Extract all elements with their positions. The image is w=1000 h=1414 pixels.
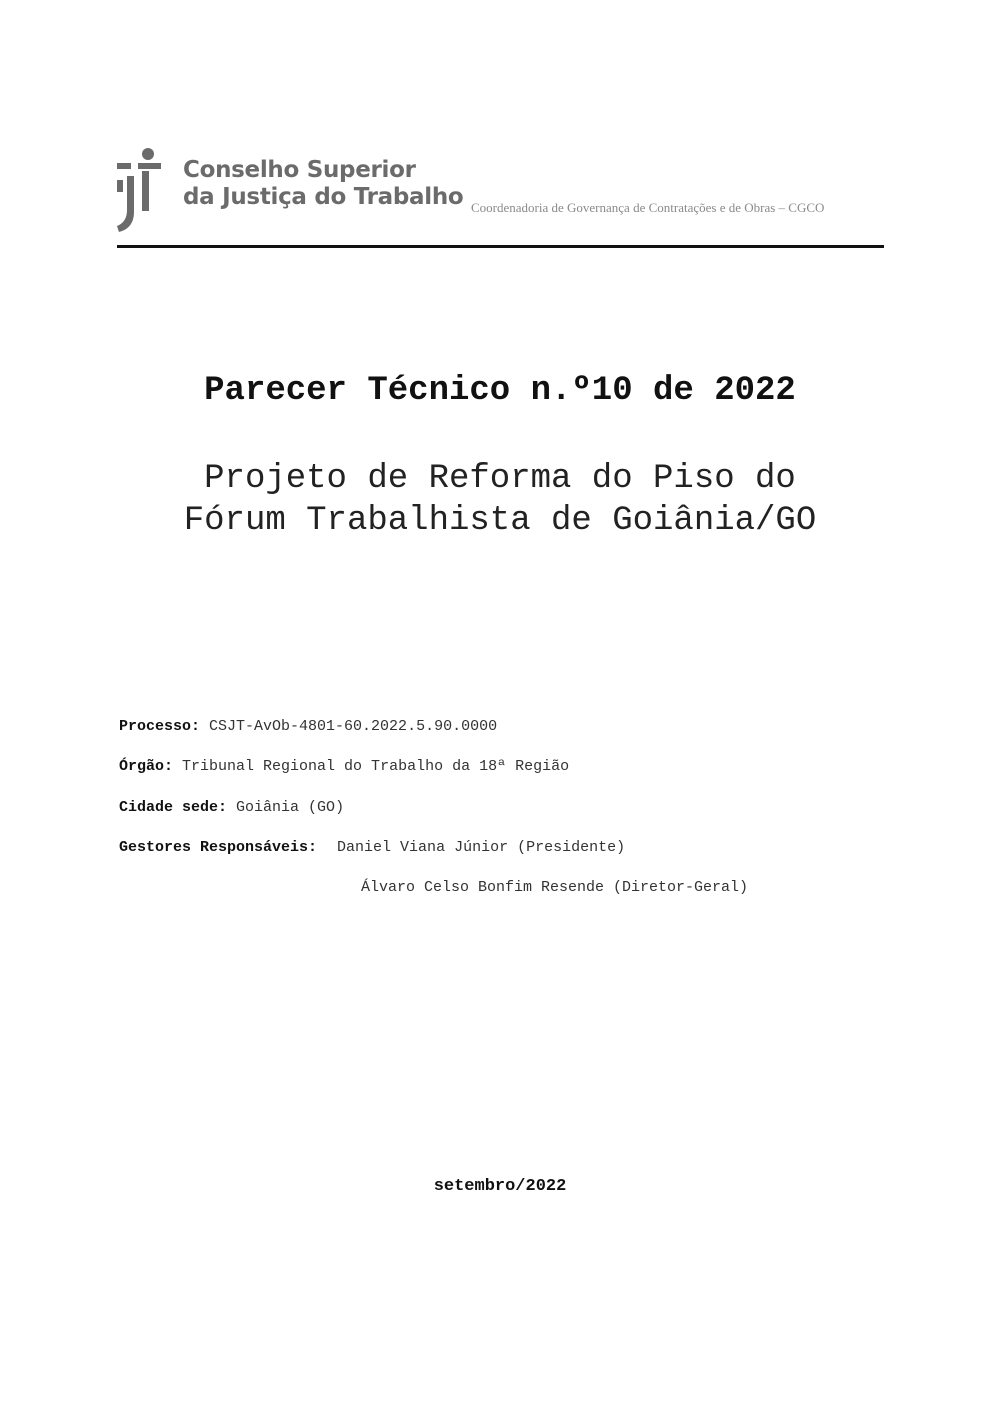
gestores-label: Gestores Responsáveis:	[119, 839, 318, 856]
gestores-field	[119, 839, 625, 856]
orgao-label: Órgão:	[119, 758, 174, 775]
orgao-value: Tribunal Regional do Trabalho da 18ª Região	[182, 758, 570, 775]
csjt-logo-icon	[117, 148, 161, 232]
cidade-label: Cidade sede:	[119, 799, 228, 816]
subtitle-line1: Projeto de Reforma do Piso do	[204, 460, 796, 498]
document-subtitle	[0, 458, 1000, 542]
processo-value: CSJT-AvOb-4801-60.2022.5.90.0000	[209, 718, 498, 735]
gestor-2: Álvaro Celso Bonfim Resende (Diretor-Geral)	[361, 879, 749, 896]
department-name: Coordenadoria de Governança de Contratações e de Obras – CGCO	[471, 200, 825, 215]
cidade-field	[119, 799, 344, 816]
document-date: setembro/2022	[433, 1177, 567, 1196]
document-title: Parecer Técnico n.º10 de 2022	[204, 372, 796, 410]
gestor-1: Daniel Viana Júnior (Presidente)	[337, 839, 626, 856]
institution-name	[183, 157, 463, 211]
institution-name-line2: da Justiça do Trabalho	[183, 184, 464, 210]
orgao-field	[119, 758, 569, 775]
header-divider	[117, 245, 884, 248]
cidade-value: Goiânia (GO)	[236, 799, 345, 816]
processo-field	[119, 718, 497, 735]
subtitle-line2: Fórum Trabalhista de Goiânia/GO	[183, 502, 817, 540]
institution-name-line1: Conselho Superior	[183, 157, 416, 183]
processo-label: Processo:	[119, 718, 201, 735]
